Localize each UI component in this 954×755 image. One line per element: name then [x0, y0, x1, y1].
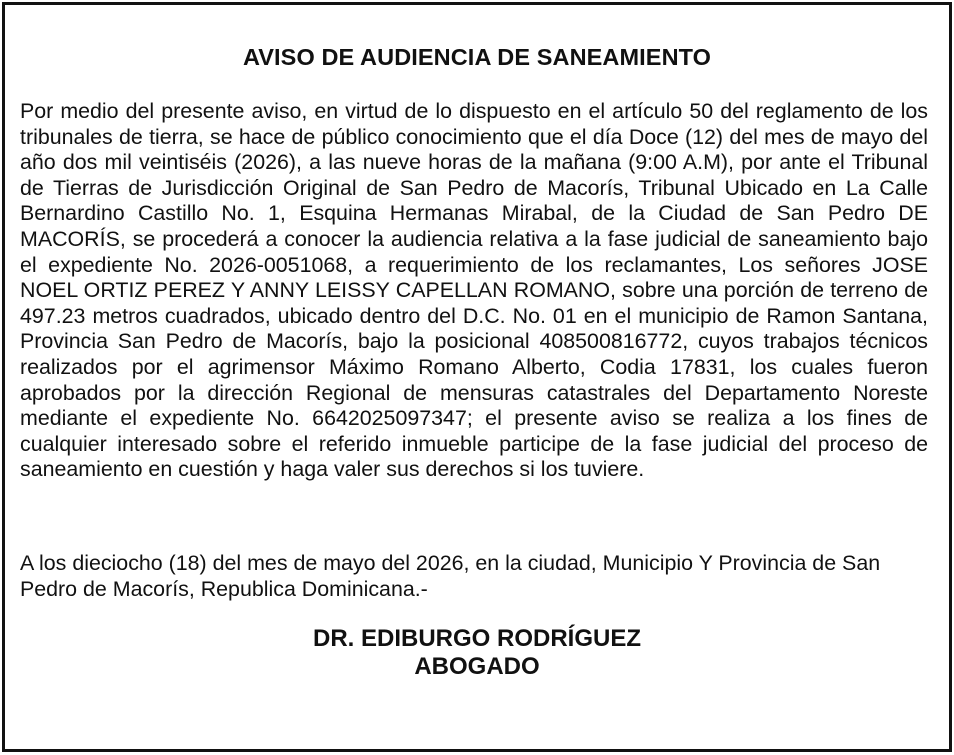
signer-name: DR. EDIBURGO RODRÍGUEZ — [312, 625, 641, 652]
notice-body: Por medio del presente aviso, en virtud de lo dispuesto en el artículo 50 del reglamento de los tribunales de tierra, se hace de público conocimiento que el día Doce (12) del mes de mayo del año dos mil veintiséis (2026), a las nueve horas de la mañana (9:00 A.M), por ante el Tribunal de Tierras de Jurisdicción Original de San Pedro de Macorís, Tribunal Ubicado en La Calle Bernardino Castillo No. 1, Esquina Hermanas Mirabal, de la Ciudad de San Pedro DE MACORÍS, se procederá a conocer la audiencia relativa a la fase judicial de saneamiento bajo el expediente No. 2026-0051068, a requerimiento de los reclamantes, Los señores JOSE NOEL ORTIZ PEREZ Y ANNY LEISSY CAPELLAN ROMANO, sobre una porción de terreno de 497.23 metros cuadrados, ubicado dentro del D.C. No. 01 en el municipio de Ramon Santana, Provincia San Pedro de Macorís, bajo la posicional 408500816772, cuyos trabajos técnicos realizados por el agrimensor Máximo Romano Alberto, Codia 17831, los cuales fueron aprobados por la dirección Regional de mensuras catastrales del Departamento Noreste mediante el expediente No. 6642025097347; el presente aviso se realiza a los fines de cualquier interesado sobre el referido inmueble participe de la fase judicial del proceso de saneamiento en cuestión y haga valer sus derechos si los tuviere. — [20, 99, 928, 482]
signature-block — [0, 625, 954, 681]
notice-title: AVISO DE AUDIENCIA DE SANEAMIENTO — [242, 44, 712, 70]
notice-closing: A los dieciocho (18) del mes de mayo del 2026, en la ciudad, Municipio Y Provincia de San Pedro de Macorís, Republica Dominicana.- — [20, 551, 881, 601]
signer-title: ABOGADO — [414, 653, 540, 680]
